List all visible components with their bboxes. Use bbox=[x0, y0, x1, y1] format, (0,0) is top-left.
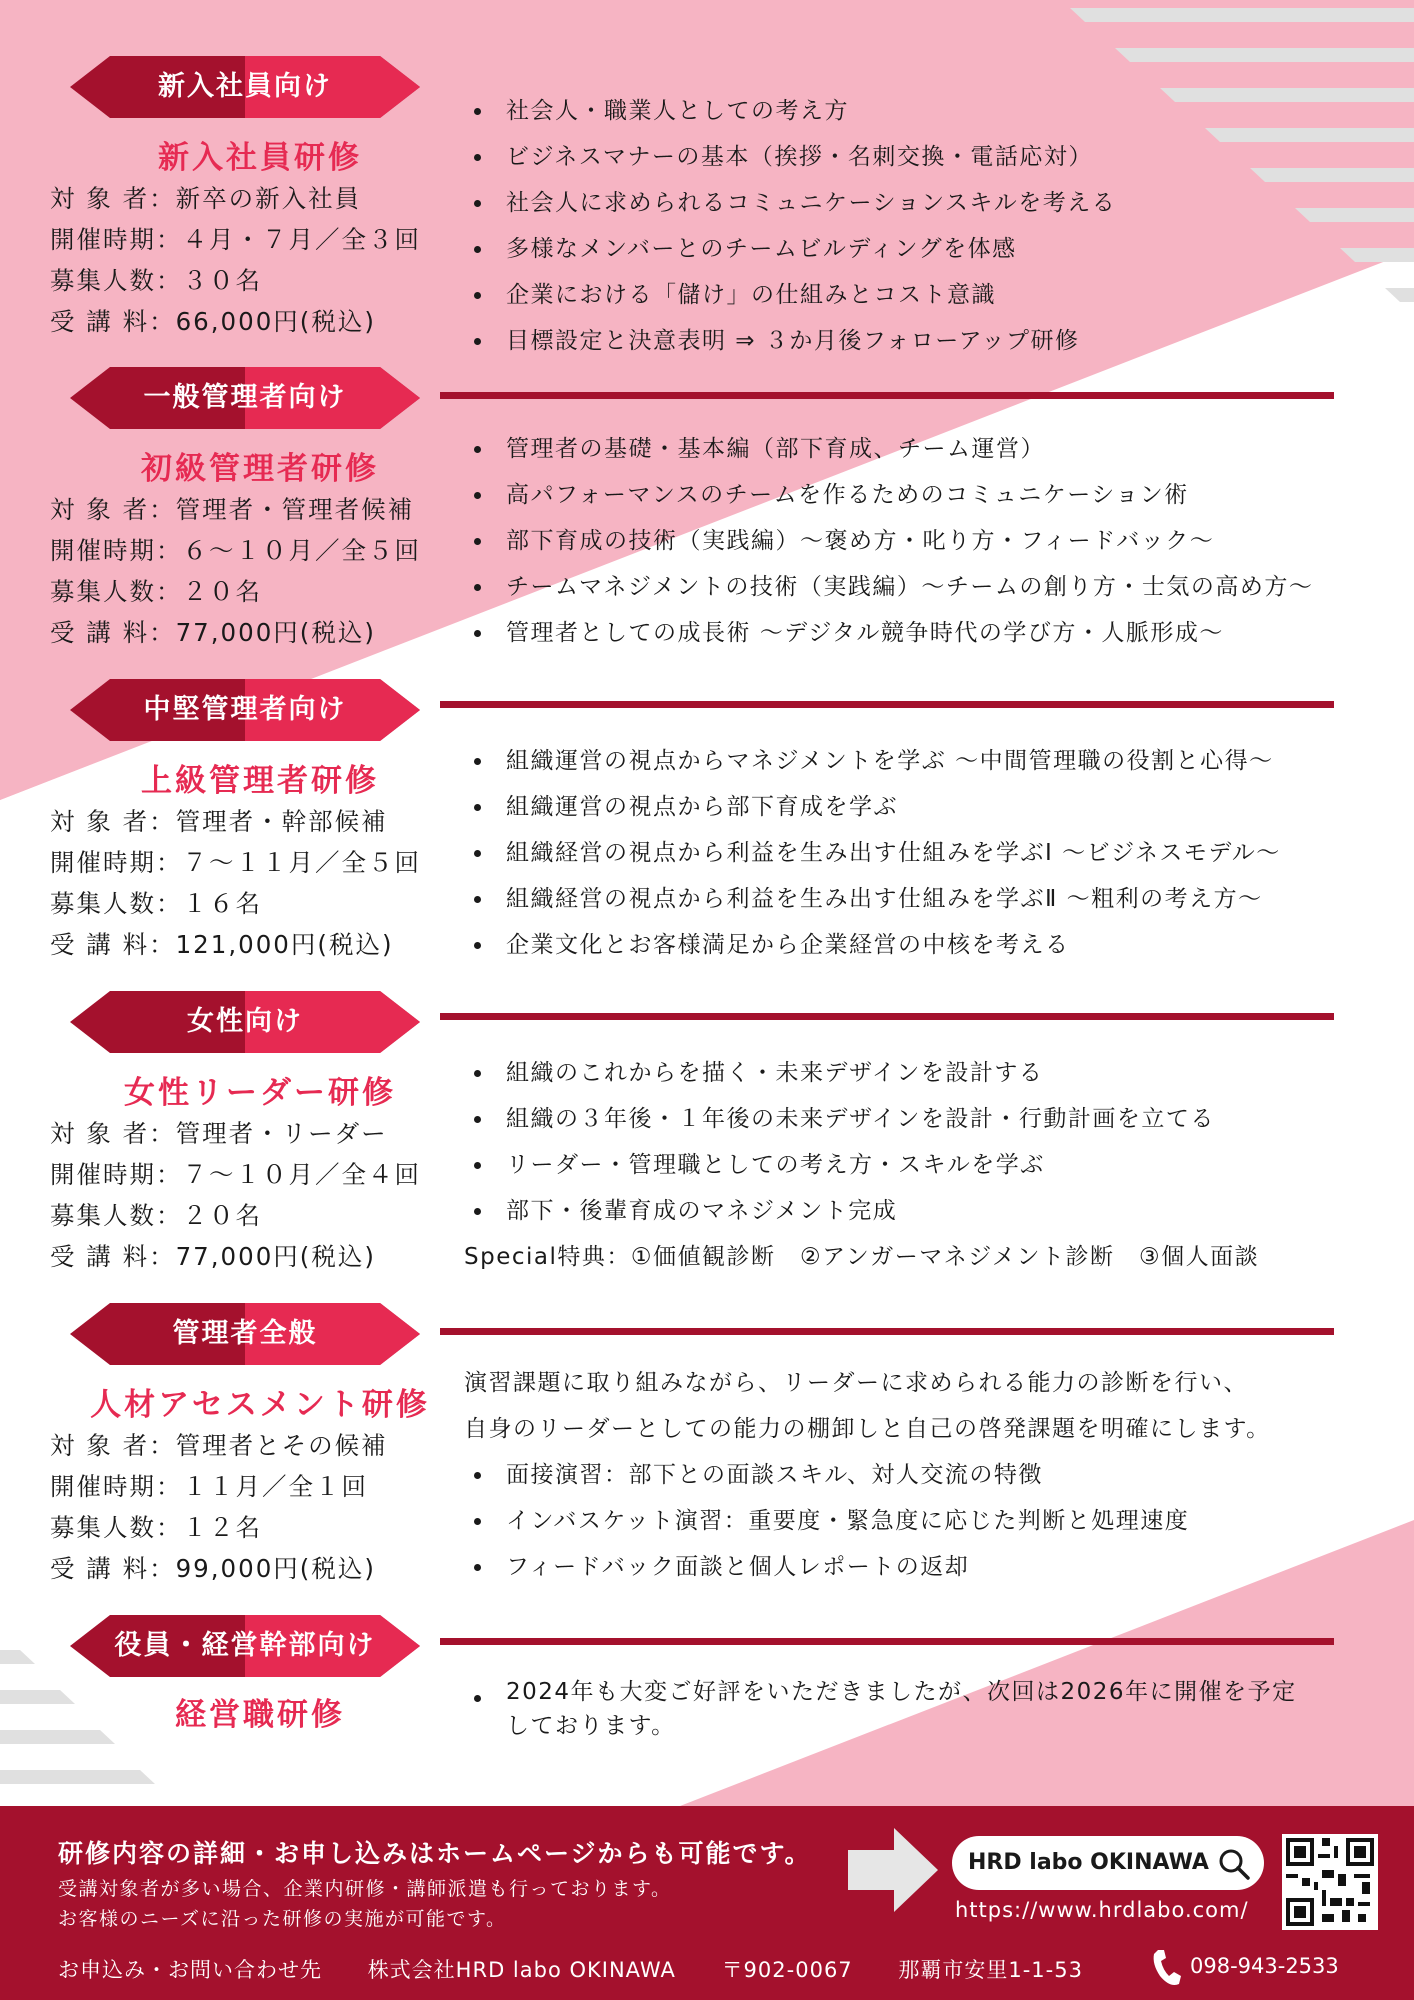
qr-code-icon[interactable] bbox=[1282, 1834, 1378, 1930]
section-tag-label: 中堅管理者向け bbox=[143, 694, 347, 725]
capacity-value: １２名 bbox=[182, 1513, 262, 1542]
list-item: 多様なメンバーとのチームビルディングを体感 bbox=[470, 226, 1116, 272]
capacity-value: ３０名 bbox=[182, 266, 262, 295]
section-tag-label: 一般管理者向け bbox=[143, 382, 347, 413]
phone-icon bbox=[1150, 1948, 1182, 1988]
fee-value: 66,000円(税込) bbox=[175, 307, 376, 336]
label-period: 開催時期： bbox=[50, 1160, 183, 1189]
target-value: 管理者・幹部候補 bbox=[175, 807, 388, 836]
fee-value: 77,000円(税込) bbox=[175, 618, 376, 647]
course-info bbox=[50, 489, 470, 653]
list-item: 企業文化とお客様満足から企業経営の中核を考える bbox=[470, 922, 1281, 968]
course-title: 上級管理者研修 bbox=[141, 763, 379, 799]
section-tag-label: 管理者全般 bbox=[172, 1318, 318, 1349]
curriculum-list bbox=[470, 1452, 1189, 1590]
curriculum-list bbox=[470, 738, 1281, 968]
course-title: 経営職研修 bbox=[175, 1697, 345, 1733]
target-value: 管理者・リーダー bbox=[175, 1119, 388, 1148]
list-item-line: 2024年も大変ご好評をいただきましたが、次回は2026年に開催を予定 bbox=[506, 1679, 1297, 1705]
label-target: 対 象 者： bbox=[50, 495, 176, 524]
course-title: 初級管理者研修 bbox=[141, 451, 379, 487]
section-tag bbox=[70, 991, 420, 1053]
list-item: 目標設定と決意表明 ⇒ ３か月後フォローアップ研修 bbox=[470, 318, 1116, 364]
company-name: 株式会社HRD labo OKINAWA bbox=[367, 1958, 676, 1982]
label-fee: 受 講 料： bbox=[50, 307, 176, 336]
list-item: 組織経営の視点から利益を生み出す仕組みを学ぶⅡ ～粗利の考え方～ bbox=[470, 876, 1281, 922]
list-item: フィードバック面談と個人レポートの返却 bbox=[470, 1544, 1189, 1590]
fee-value: 121,000円(税込) bbox=[175, 930, 394, 959]
section-tag-label: 女性向け bbox=[187, 1006, 303, 1037]
list-item: ビジネスマナーの基本（挨拶・名刺交換・電話応対） bbox=[470, 134, 1116, 180]
section-tag bbox=[70, 1615, 420, 1677]
label-fee: 受 講 料： bbox=[50, 930, 176, 959]
curriculum-list bbox=[470, 88, 1116, 364]
label-target: 対 象 者： bbox=[50, 1431, 176, 1460]
label-fee: 受 講 料： bbox=[50, 1554, 176, 1583]
label-fee: 受 講 料： bbox=[50, 1242, 176, 1271]
list-item: 部下育成の技術（実践編）～褒め方・叱り方・フィードバック～ bbox=[470, 518, 1313, 564]
list-item: チームマネジメントの技術（実践編）～チームの創り方・士気の高め方～ bbox=[470, 564, 1313, 610]
list-item: 企業における「儲け」の仕組みとコスト意識 bbox=[470, 272, 1116, 318]
period-value: ７～１０月／全４回 bbox=[182, 1160, 421, 1189]
capacity-value: １６名 bbox=[182, 889, 262, 918]
course-intro-line: 演習課題に取り組みながら、リーダーに求められる能力の診断を行い、 bbox=[464, 1370, 1248, 1396]
label-period: 開催時期： bbox=[50, 848, 183, 877]
contact-line bbox=[58, 1954, 1121, 1984]
section-tag bbox=[70, 1303, 420, 1365]
course-title: 新入社員研修 bbox=[158, 140, 362, 176]
label-capacity: 募集人数： bbox=[50, 577, 183, 606]
section-divider bbox=[440, 1013, 1334, 1020]
label-period: 開催時期： bbox=[50, 536, 183, 565]
capacity-value: ２０名 bbox=[182, 577, 262, 606]
curriculum-list bbox=[470, 426, 1313, 656]
list-item: 管理者の基礎・基本編（部下育成、チーム運営） bbox=[470, 426, 1313, 472]
list-item: 管理者としての成長術 ～デジタル競争時代の学び方・人脈形成～ bbox=[470, 610, 1313, 656]
list-item bbox=[470, 1675, 1297, 1743]
website-url[interactable]: https://www.hrdlabo.com/ bbox=[955, 1898, 1249, 1922]
label-period: 開催時期： bbox=[50, 1472, 183, 1501]
label-target: 対 象 者： bbox=[50, 184, 176, 213]
curriculum-list bbox=[470, 1675, 1297, 1743]
target-value: 新卒の新入社員 bbox=[175, 184, 362, 213]
list-item: 面接演習：部下との面談スキル、対人交流の特徴 bbox=[470, 1452, 1189, 1498]
section-divider bbox=[440, 1638, 1334, 1645]
target-value: 管理者・管理者候補 bbox=[175, 495, 415, 524]
footer-note: 受講対象者が多い場合、企業内研修・講師派遣も行っております。 bbox=[58, 1878, 672, 1900]
list-item: 社会人・職業人としての考え方 bbox=[470, 88, 1116, 134]
label-target: 対 象 者： bbox=[50, 807, 176, 836]
section-tag bbox=[70, 679, 420, 741]
list-item: 組織運営の視点から部下育成を学ぶ bbox=[470, 784, 1281, 830]
list-item: 組織運営の視点からマネジメントを学ぶ ～中間管理職の役割と心得～ bbox=[470, 738, 1281, 784]
course-intro-line: 自身のリーダーとしての能力の棚卸しと自己の啓発課題を明確にします。 bbox=[464, 1416, 1271, 1442]
label-capacity: 募集人数： bbox=[50, 889, 183, 918]
list-item: 高パフォーマンスのチームを作るためのコミュニケーション術 bbox=[470, 472, 1313, 518]
list-item: 組織の３年後・１年後の未来デザインを設計・行動計画を立てる bbox=[470, 1096, 1215, 1142]
list-item: リーダー・管理職としての考え方・スキルを学ぶ bbox=[470, 1142, 1215, 1188]
course-info bbox=[50, 178, 470, 342]
search-icon bbox=[1218, 1848, 1250, 1880]
section-divider bbox=[440, 392, 1334, 399]
label-fee: 受 講 料： bbox=[50, 618, 176, 647]
list-item: 組織経営の視点から利益を生み出す仕組みを学ぶⅠ ～ビジネスモデル～ bbox=[470, 830, 1281, 876]
list-item-line: しております。 bbox=[506, 1713, 676, 1739]
period-value: ４月・７月／全３回 bbox=[182, 225, 421, 254]
arrow-right-icon bbox=[848, 1828, 938, 1912]
section-tag-label: 新入社員向け bbox=[158, 71, 332, 102]
period-value: １１月／全１回 bbox=[182, 1472, 368, 1501]
course-info bbox=[50, 801, 470, 965]
label-target: 対 象 者： bbox=[50, 1119, 176, 1148]
label-capacity: 募集人数： bbox=[50, 1201, 183, 1230]
capacity-value: ２０名 bbox=[182, 1201, 262, 1230]
course-title: 人材アセスメント研修 bbox=[90, 1387, 430, 1423]
section-tag-label: 役員・経営幹部向け bbox=[114, 1630, 376, 1661]
section-tag bbox=[70, 367, 420, 429]
list-item: 組織のこれからを描く・未来デザインを設計する bbox=[470, 1050, 1215, 1096]
list-item: 社会人に求められるコミュニケーションスキルを考える bbox=[470, 180, 1116, 226]
label-period: 開催時期： bbox=[50, 225, 183, 254]
section-tag bbox=[70, 56, 420, 118]
course-info bbox=[50, 1113, 470, 1277]
curriculum-list bbox=[470, 1050, 1215, 1234]
section-divider bbox=[440, 701, 1334, 708]
section-divider bbox=[440, 1328, 1334, 1335]
period-value: ７～１１月／全５回 bbox=[182, 848, 421, 877]
footer-note: お客様のニーズに沿った研修の実施が可能です。 bbox=[58, 1908, 507, 1930]
contact-label: お申込み・お問い合わせ先 bbox=[58, 1958, 322, 1982]
course-title: 女性リーダー研修 bbox=[124, 1075, 396, 1111]
label-capacity: 募集人数： bbox=[50, 1513, 183, 1542]
period-value: ６～１０月／全５回 bbox=[182, 536, 421, 565]
label-capacity: 募集人数： bbox=[50, 266, 183, 295]
phone-number[interactable]: 098-943-2533 bbox=[1190, 1954, 1339, 1978]
website-search-box[interactable] bbox=[952, 1836, 1264, 1890]
list-item: インバスケット演習：重要度・緊急度に応じた判断と処理速度 bbox=[470, 1498, 1189, 1544]
course-info bbox=[50, 1425, 470, 1589]
footer bbox=[0, 1806, 1414, 2000]
footer-headline: 研修内容の詳細・お申し込みはホームページからも可能です。 bbox=[58, 1839, 812, 1868]
search-text: HRD labo OKINAWA bbox=[968, 1850, 1209, 1875]
target-value: 管理者とその候補 bbox=[175, 1431, 388, 1460]
special-benefits: Special特典：①価値観診断 ②アンガーマネジメント診断 ③個人面談 bbox=[464, 1244, 1260, 1270]
fee-value: 77,000円(税込) bbox=[175, 1242, 376, 1271]
address: 那覇市安里1-1-53 bbox=[898, 1958, 1083, 1982]
postal-code: 〒902-0067 bbox=[721, 1958, 853, 1982]
fee-value: 99,000円(税込) bbox=[175, 1554, 376, 1583]
list-item: 部下・後輩育成のマネジメント完成 bbox=[470, 1188, 1215, 1234]
